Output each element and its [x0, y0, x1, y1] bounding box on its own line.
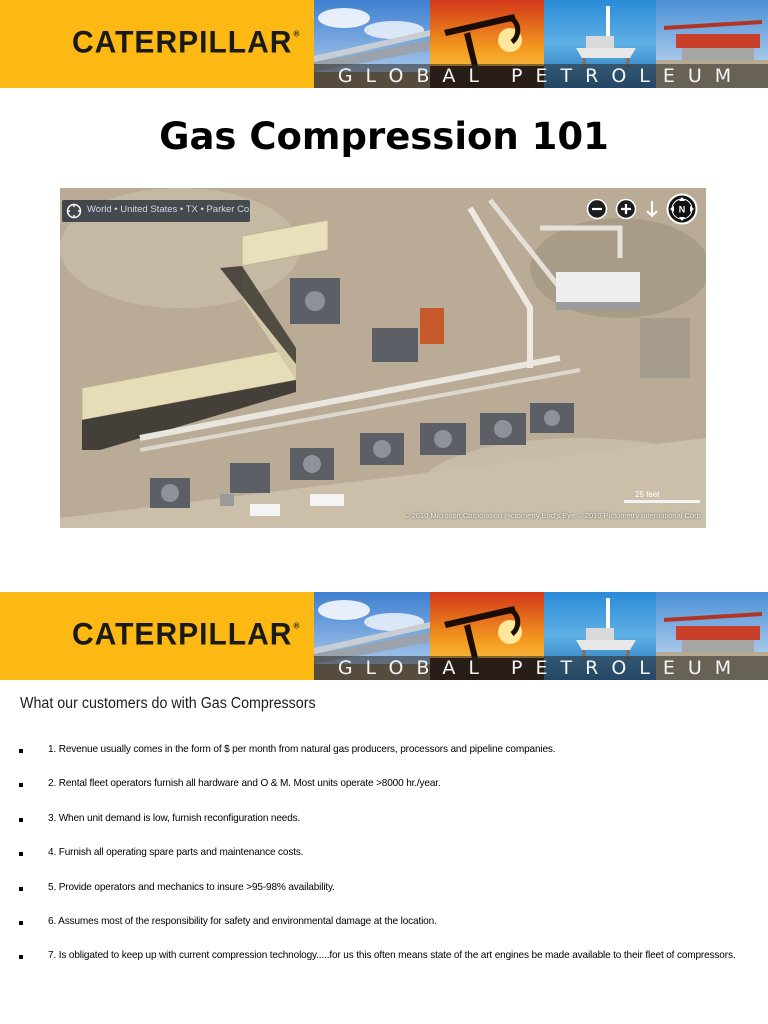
bullet-marker [19, 783, 23, 787]
aerial-site-photo [60, 188, 706, 528]
list-item-text: 2. Rental fleet operators furnish all hardware and O & M. Most units operate >8000 hr./year. [48, 778, 441, 789]
list-item [0, 813, 768, 829]
map-scale-bar [624, 500, 700, 503]
list-item-text: 4. Furnish all operating spare parts and maintenance costs. [48, 847, 304, 858]
bullet-marker [19, 749, 23, 753]
global-petroleum-wordmark: GLOBAL PETROLEUM [337, 657, 745, 679]
logo-block [0, 592, 314, 680]
compass-north-icon[interactable] [666, 193, 698, 225]
list-item-text: 3. When unit demand is low, furnish reconfiguration needs. [48, 813, 301, 824]
map-breadcrumb-text[interactable]: World • United States • TX • Parker Co. [87, 204, 252, 215]
list-item [0, 744, 768, 760]
bullet-marker [19, 955, 23, 959]
caterpillar-logo: CATERPILLAR® [72, 25, 301, 60]
bullet-marker [19, 921, 23, 925]
globe-icon[interactable] [66, 203, 82, 219]
zoom-in-icon[interactable] [615, 198, 637, 220]
map-scale-label: 25 feet [635, 490, 660, 499]
list-item-text: 5. Provide operators and mechanics to insure >95-98% availability. [48, 882, 335, 893]
header-banner [0, 0, 768, 88]
tilt-down-icon[interactable] [644, 198, 660, 220]
slide-subtitle: What our customers do with Gas Compressors [20, 695, 316, 712]
bullet-marker [19, 852, 23, 856]
list-item [0, 950, 768, 966]
list-item-text: 7. Is obligated to keep up with current compression technology.....for us this often means state of the art engines be made available to their fleet of compressors. [48, 950, 736, 961]
zoom-out-icon[interactable] [586, 198, 608, 220]
header-banner [0, 592, 768, 680]
bullet-marker [19, 818, 23, 822]
list-item-text: 1. Revenue usually comes in the form of $ per month from natural gas producers, processors and pipeline companies. [48, 744, 556, 755]
slide-2 [0, 592, 768, 1024]
image-copyright: © 2010 Microsoft Corporation Pictometry Bird's Eye © 2010 Pictometry International Corp [404, 511, 701, 520]
bullet-marker [19, 887, 23, 891]
list-item-text: 6. Assumes most of the responsibility for safety and environmental damage at the location. [48, 916, 437, 927]
logo-block [0, 0, 314, 88]
slide-title: Gas Compression 101 [159, 115, 609, 158]
svg-text:N: N [678, 204, 686, 215]
list-item [0, 778, 768, 794]
global-petroleum-wordmark: GLOBAL PETROLEUM [337, 65, 745, 87]
caterpillar-logo: CATERPILLAR® [72, 617, 301, 652]
list-item [0, 882, 768, 898]
list-item [0, 916, 768, 932]
list-item [0, 847, 768, 863]
